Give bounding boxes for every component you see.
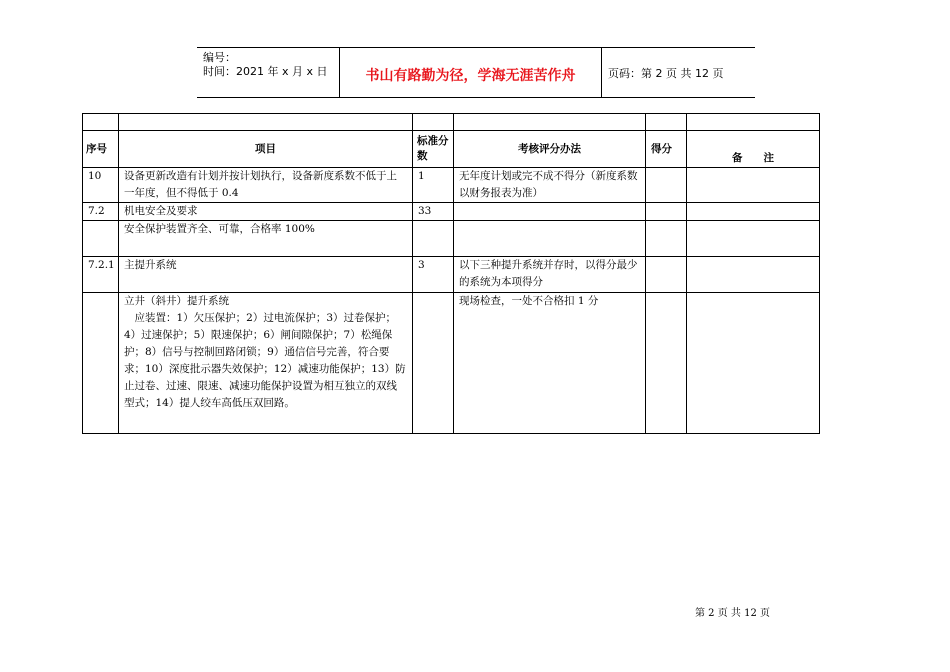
- table-header-row: [83, 131, 820, 168]
- row-score: [646, 203, 687, 221]
- row-std: [413, 293, 454, 434]
- table-row: [83, 257, 820, 293]
- row-item: 机电安全及要求: [119, 203, 413, 221]
- header-score: 得分: [646, 131, 687, 168]
- table-row: [83, 221, 820, 257]
- row-score: [646, 257, 687, 293]
- row-remark: [687, 257, 820, 293]
- row-item-title: 立井（斜井）提升系统: [124, 295, 229, 307]
- row-score: [646, 168, 687, 203]
- header-item: 项目: [119, 131, 413, 168]
- row-seq: 7.2.1: [83, 257, 119, 293]
- row-std: 33: [413, 203, 454, 221]
- header-page-cell: [601, 48, 755, 97]
- row-std: [413, 221, 454, 257]
- page-code: 页码：第 2 页 共 12 页: [608, 67, 724, 80]
- row-method: 现场检查，一处不合格扣 1 分: [454, 293, 646, 434]
- row-std: 1: [413, 168, 454, 203]
- row-remark: [687, 168, 820, 203]
- table-row: [83, 293, 820, 434]
- row-remark: [687, 293, 820, 434]
- row-score: [646, 221, 687, 257]
- header-remark: 备 注: [687, 131, 820, 168]
- blank-top-row: [83, 114, 820, 131]
- row-seq: [83, 221, 119, 257]
- assessment-table: [82, 113, 820, 434]
- page-footer: 第 2 页 共 12 页: [695, 608, 770, 619]
- row-item-detail: 应装置：1）欠压保护；2）过电流保护；3）过卷保护；4）过速保护；5）限速保护；6）闸间隙保护；7）松绳保护；8）信号与控制回路闭锁；9）通信信号完善，符合要求；10）深度批示器失效保护；12）减速功能保护；13）防止过卷、过速、限速、减速功能保护设置为相互独立的双线型式；14）提人绞车高低压双回路。: [124, 312, 406, 409]
- header-info: [197, 48, 339, 97]
- header-motto-cell: [339, 48, 602, 97]
- page-header: [197, 47, 755, 98]
- row-remark: [687, 221, 820, 257]
- row-item: 安全保护装置齐全、可靠，合格率 100%: [119, 221, 413, 257]
- row-seq: 7.2: [83, 203, 119, 221]
- table-row: [83, 203, 820, 221]
- row-remark: [687, 203, 820, 221]
- row-score: [646, 293, 687, 434]
- document-number-label: 编号：: [203, 51, 236, 64]
- row-seq: [83, 293, 119, 434]
- motto: 书山有路勤为径，学海无涯苦作舟: [365, 68, 576, 84]
- row-seq: 10: [83, 168, 119, 203]
- header-seq: 序号: [83, 131, 119, 168]
- document-date: 时间：2021 年 x 月 x 日: [203, 65, 328, 78]
- row-method: 无年度计划或完不成不得分（新度系数以财务报表为准）: [454, 168, 646, 203]
- header-method: 考核评分办法: [454, 131, 646, 168]
- row-method: [454, 221, 646, 257]
- row-item: 主提升系统: [119, 257, 413, 293]
- table-row: [83, 168, 820, 203]
- row-method: [454, 203, 646, 221]
- row-method: 以下三种提升系统并存时，以得分最少的系统为本项得分: [454, 257, 646, 293]
- row-item: [119, 293, 413, 434]
- row-item: 设备更新改造有计划并按计划执行，设备新度系数不低于上一年度，但不得低于 0.4: [119, 168, 413, 203]
- header-std-score: 标准分数: [413, 131, 454, 168]
- row-std: 3: [413, 257, 454, 293]
